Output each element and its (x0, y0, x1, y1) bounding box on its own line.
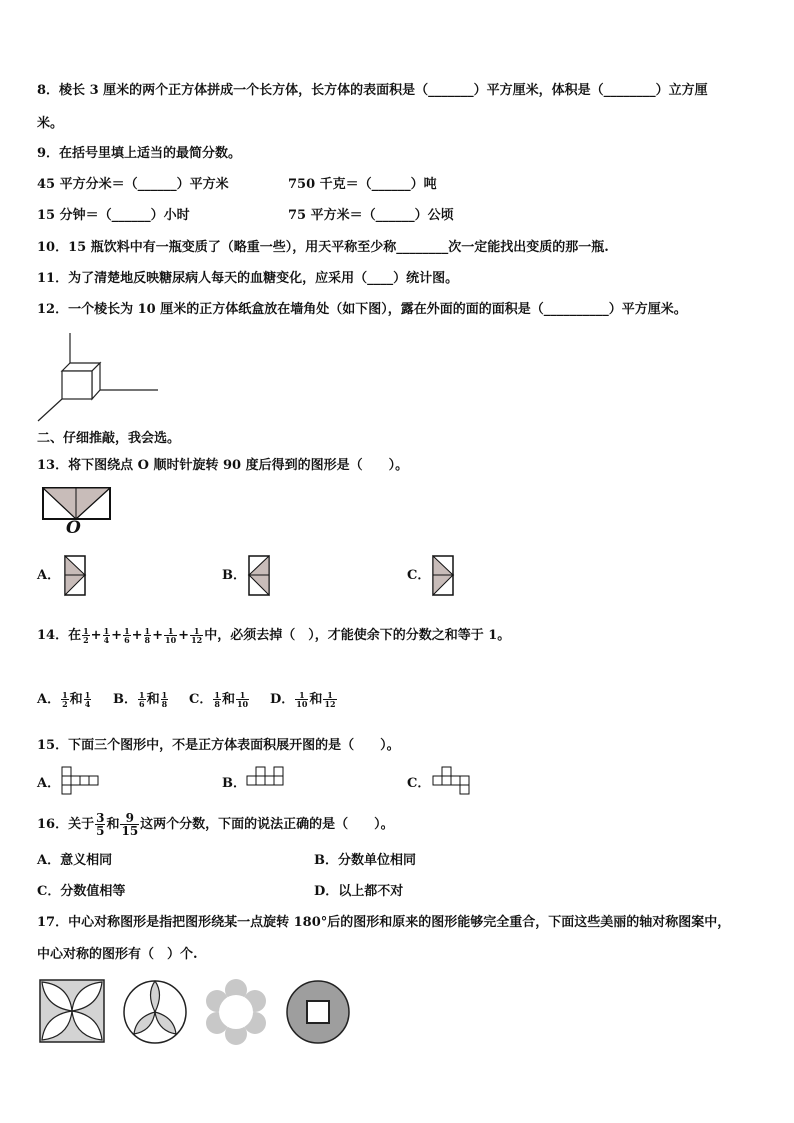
q8-line2: 米。 (37, 116, 64, 131)
q13-option-c-label: C． (407, 568, 431, 583)
q14-pre: 14．在 (37, 628, 82, 643)
q13-option-a-label: A． (37, 568, 61, 583)
q9-item-a: 45 平方分米＝（______）平方米 (37, 177, 229, 192)
q10-text: 10．15 瓶饮料中有一瓶变质了（略重一些），用天平称至少称________次一定能找出变质的那一瓶. (37, 240, 609, 255)
q14-fraction-1-4: $\frac{1}{4}$ (103, 626, 110, 645)
point-o-label: O (66, 518, 81, 538)
q14-fraction-1-10: $\frac{1}{10}$ (165, 626, 177, 645)
q8-line1: 8．棱长 3 厘米的两个正方体拼成一个长方体，长方体的表面积是（_______）平方厘米，体积是（________）立方厘 (37, 83, 708, 98)
q13-option-c-figure (432, 555, 456, 597)
q12-corner-cube-figure (36, 330, 161, 425)
q11-text: 11．为了清楚地反映糖尿病人每天的血糖变化，应采用（____）统计图。 (37, 271, 459, 286)
q14-option-d: D． $\frac{1}{10}$ 和 $\frac{1}{12}$ (270, 690, 336, 709)
q12-text: 12．一个棱长为 10 厘米的正方体纸盒放在墙角处（如下图），露在外面的面的面积是（__________）平方厘米。 (37, 302, 687, 317)
q16-text: 16．关于 $\frac{3}{5}$ 和 $\frac{9}{15}$ 这两个分数，下面的说法正确的是（ ）。 (37, 811, 394, 838)
q13-option-b-label: B． (222, 568, 246, 583)
q16-option-d: D．以上都不对 (314, 884, 404, 899)
q15-option-c-net (432, 766, 474, 798)
q17-pattern-coin (285, 979, 353, 1045)
q14-option-c: C． $\frac{1}{8}$ 和 $\frac{1}{10}$ (189, 690, 249, 709)
q9-item-d: 75 平方米＝（______）公顷 (288, 208, 454, 223)
q14-fraction-1-2: $\frac{1}{2}$ (83, 626, 89, 645)
q15-option-a-net (61, 766, 103, 798)
q14-fraction-1-12: $\frac{1}{12}$ (191, 626, 203, 645)
q9-item-c: 15 分钟＝（______）小时 (37, 208, 190, 223)
q16-fraction-9-15: $\frac{9}{15}$ (121, 811, 139, 838)
q14-option-b: B． $\frac{1}{6}$ 和 $\frac{1}{8}$ (113, 690, 168, 709)
q16-option-c: C．分数值相等 (37, 884, 126, 899)
q16-option-b: B．分数单位相同 (314, 853, 416, 868)
q15-option-a-label: A． (37, 776, 61, 791)
q13-option-a-figure (64, 555, 88, 597)
q15-option-b-net (246, 766, 288, 798)
q14-fraction-1-6: $\frac{1}{6}$ (124, 626, 130, 645)
q16-option-a: A．意义相同 (37, 853, 113, 868)
q14-post: 中，必须去掉（ ），才能使余下的分数之和等于 1。 (204, 628, 511, 643)
q13-original-figure (42, 487, 112, 522)
q17-pattern-flower (203, 979, 271, 1045)
q14-fraction-1-8: $\frac{1}{8}$ (144, 626, 151, 645)
q17-line2: 中心对称的图形有（ ）个. (37, 947, 198, 962)
section-2-heading: 二、仔细推敲，我会选。 (37, 431, 181, 446)
q14-text: 14．在 $\frac{1}{2}$ + $\frac{1}{4}$ + $\frac{1}{6}$ + $\frac{1}{8}$ + $\frac{1}{10}$ + $\frac{1}{12}$ 中，必须去掉（ ），才能使余下的分数之和等于 1。 (37, 626, 511, 645)
q17-pattern-circle-three-leaves (122, 979, 190, 1045)
q16-fraction-3-5: $\frac{3}{5}$ (96, 811, 105, 838)
q9-title: 9．在括号里填上适当的最简分数。 (37, 146, 242, 161)
q15-text: 15．下面三个图形中，不是正方体表面积展开图的是（ ）。 (37, 738, 400, 753)
q9-item-b: 750 千克＝（______）吨 (288, 177, 437, 192)
q14-option-a: A． $\frac{1}{2}$ 和 $\frac{1}{4}$ (37, 690, 91, 709)
q17-line1: 17．中心对称图形是指把图形绕某一点旋转 180°后的图形和原来的图形能够完全重合，下面这些美丽的轴对称图案中， (37, 915, 731, 930)
q13-option-b-figure (248, 555, 272, 597)
q15-option-b-label: B． (222, 776, 246, 791)
q17-pattern-square-petals (39, 979, 107, 1045)
q13-text: 13．将下图绕点 O 顺时针旋转 90 度后得到的图形是（ ）。 (37, 458, 409, 473)
q15-option-c-label: C． (407, 776, 431, 791)
